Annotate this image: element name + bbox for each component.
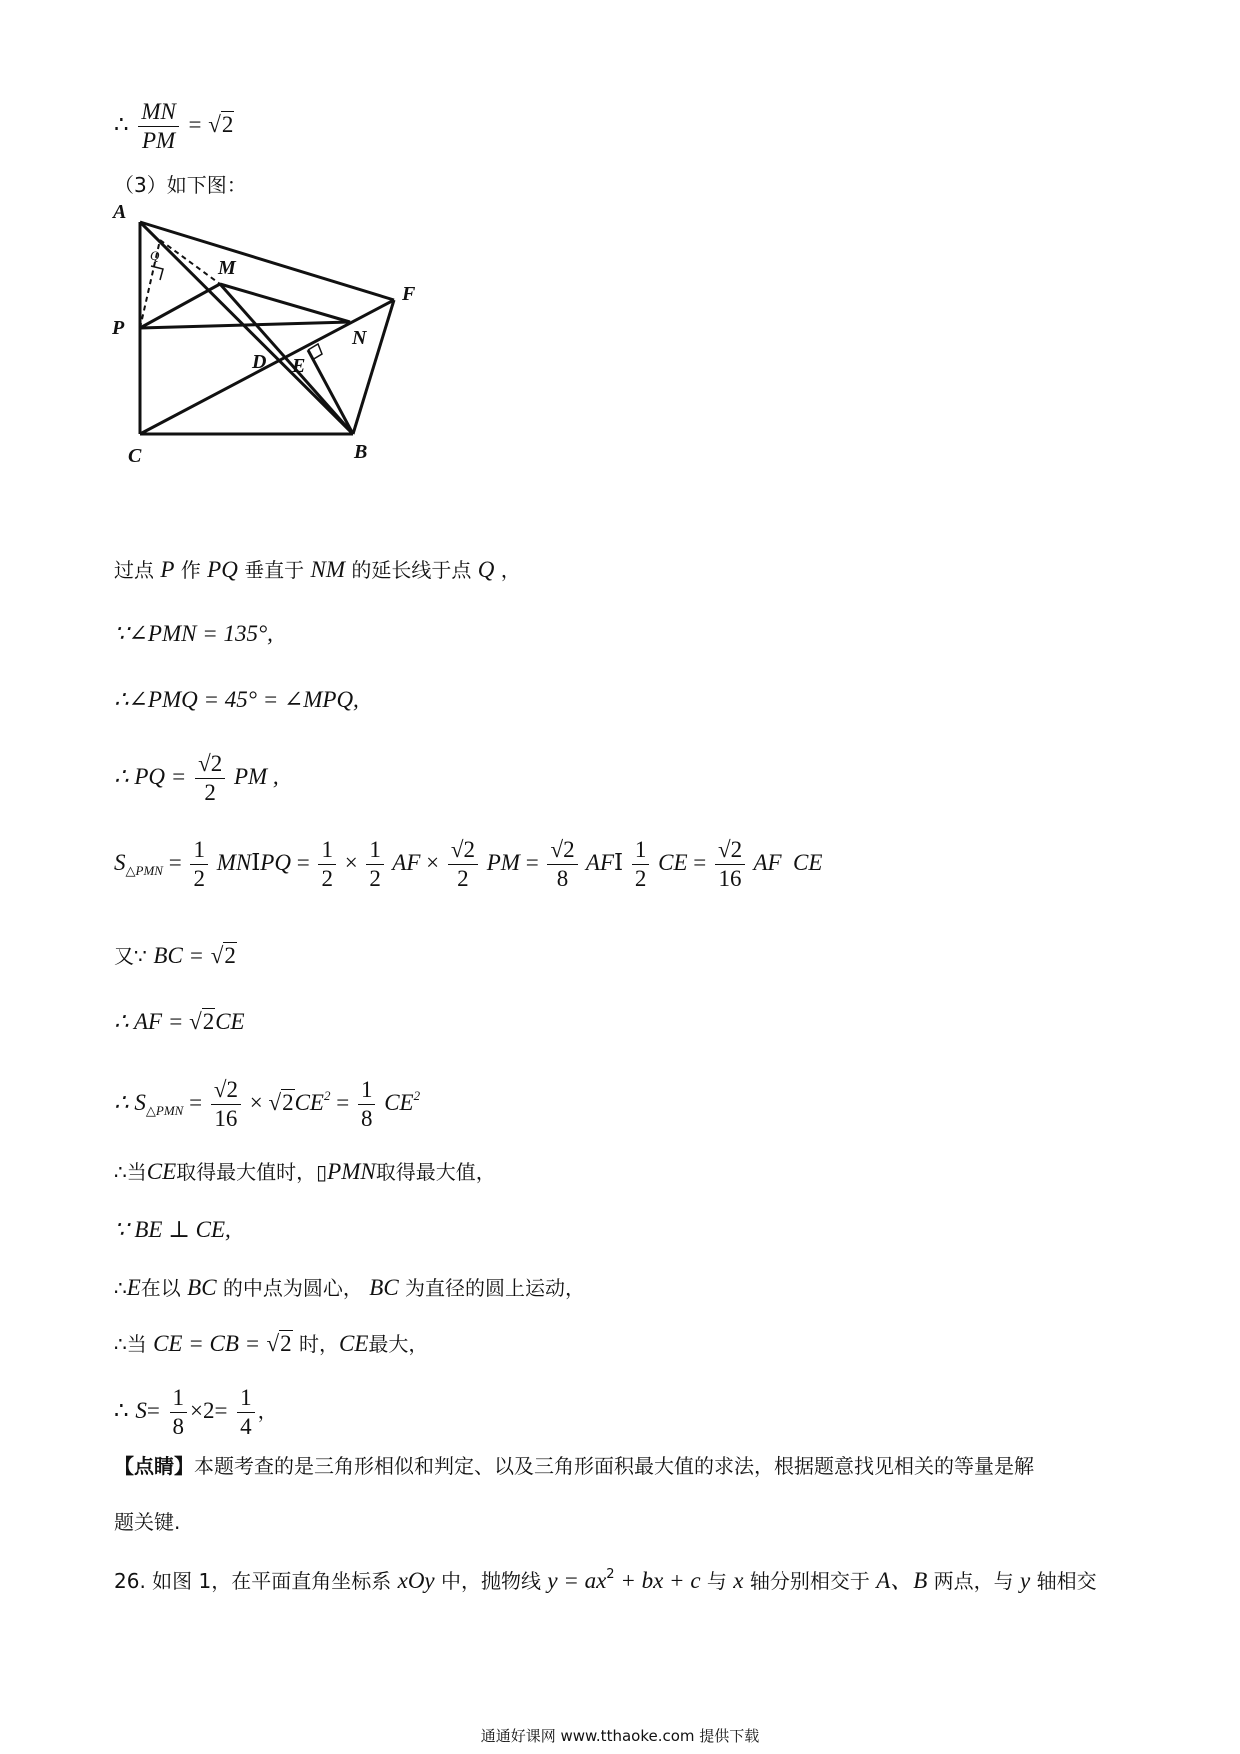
numerator: 1 bbox=[318, 838, 336, 865]
term: y = ax bbox=[547, 1568, 607, 1593]
segment-qm-dashed bbox=[160, 240, 220, 284]
denominator: 2 bbox=[369, 866, 381, 892]
comment-text: 本题考查的是三角形相似和判定、以及三角形面积最大值的求法，根据题意找见相关的等量是解 bbox=[194, 1454, 1034, 1478]
numerator: 1 bbox=[632, 838, 650, 865]
numerator: 1 bbox=[366, 838, 384, 865]
fraction-mn-pm bbox=[138, 100, 179, 153]
label-a: A bbox=[113, 201, 127, 223]
segment-mb bbox=[220, 284, 353, 434]
sqrt-2: √2 bbox=[210, 943, 236, 968]
text: 取得最大值， bbox=[375, 1160, 496, 1184]
sqrt-2: √2 bbox=[208, 112, 234, 138]
dot: Ⅰ bbox=[614, 849, 624, 875]
term: CE bbox=[146, 1159, 177, 1184]
var-nm: NM bbox=[310, 557, 346, 582]
term: CE bbox=[215, 1009, 245, 1034]
label-p: P bbox=[112, 317, 125, 339]
radicand: 2 bbox=[221, 112, 234, 138]
term: BC bbox=[369, 1275, 399, 1300]
segment-bf bbox=[353, 300, 394, 434]
term: CE = CB = bbox=[153, 1331, 261, 1356]
right-angle-marks bbox=[151, 266, 322, 360]
term: CE bbox=[339, 1331, 369, 1356]
term: CE bbox=[384, 1089, 414, 1115]
line-when-ce-max bbox=[114, 1160, 496, 1183]
term: CE bbox=[658, 849, 688, 875]
text: 为直径的圆上运动， bbox=[405, 1276, 586, 1300]
term: ×2= bbox=[190, 1398, 228, 1424]
subscript: △PMN bbox=[125, 862, 163, 878]
text: ∴ PQ = bbox=[114, 763, 187, 789]
var-s: S bbox=[135, 1398, 147, 1424]
radicand: 2 bbox=[224, 943, 236, 968]
text: 垂直于 bbox=[244, 558, 305, 582]
equals: = bbox=[168, 849, 188, 875]
label-e: E bbox=[292, 355, 306, 377]
therefore-symbol: ∴ bbox=[114, 1398, 129, 1424]
term: AF bbox=[585, 849, 615, 875]
fraction bbox=[170, 1386, 188, 1439]
line-construct-pq bbox=[114, 558, 521, 581]
superscript: 2 bbox=[606, 1567, 615, 1582]
label-d: D bbox=[252, 351, 267, 373]
equals: = bbox=[693, 849, 712, 875]
fraction bbox=[632, 838, 650, 891]
numerator: √2 bbox=[448, 838, 478, 865]
denominator: 2 bbox=[204, 780, 216, 806]
text: 轴相交 bbox=[1036, 1569, 1097, 1593]
fraction bbox=[358, 1078, 376, 1131]
denominator: 8 bbox=[556, 866, 569, 892]
text: 的中点为圆心， bbox=[222, 1276, 363, 1300]
denominator: 2 bbox=[457, 866, 469, 892]
times: × bbox=[249, 1089, 263, 1115]
denominator: 4 bbox=[240, 1414, 252, 1440]
denominator: 16 bbox=[214, 1106, 238, 1132]
symbol: ▯ bbox=[316, 1160, 328, 1184]
term: x bbox=[733, 1568, 744, 1593]
text: 在以 bbox=[140, 1276, 181, 1300]
denominator: 8 bbox=[360, 1106, 373, 1132]
fraction bbox=[190, 838, 208, 891]
radicand: 2 bbox=[226, 1077, 238, 1102]
geometry-figure bbox=[112, 201, 478, 522]
term: MN bbox=[216, 849, 252, 875]
term: y bbox=[1020, 1568, 1031, 1593]
term: CE bbox=[294, 1089, 324, 1115]
line-comment bbox=[114, 1456, 1034, 1476]
text: ， bbox=[257, 1399, 278, 1424]
line-comment-end: 题关键. bbox=[114, 1510, 181, 1534]
text: ∴ bbox=[114, 1276, 127, 1300]
text: 26. 如图 1，在平面直角坐标系 bbox=[114, 1569, 392, 1593]
text: 最大， bbox=[368, 1332, 429, 1356]
numerator: 1 bbox=[190, 838, 208, 865]
line-be-perp-ce: ∵ BE ⊥ CE, bbox=[114, 1217, 231, 1242]
term: E bbox=[126, 1275, 141, 1300]
fraction bbox=[366, 838, 384, 891]
term: PM bbox=[486, 849, 520, 875]
fraction bbox=[715, 838, 745, 891]
superscript: 2 bbox=[413, 1087, 421, 1103]
label-f: F bbox=[402, 283, 416, 305]
text: 两点，与 bbox=[933, 1569, 1014, 1593]
term: AF bbox=[392, 849, 421, 875]
numerator: 1 bbox=[358, 1078, 376, 1105]
line-angle-pmn: ∵∠PMN = 135°, bbox=[114, 621, 273, 646]
subscript: △PMN bbox=[145, 1102, 184, 1118]
segment-mn bbox=[220, 284, 350, 322]
var-q: Q bbox=[477, 557, 495, 582]
superscript: 2 bbox=[323, 1087, 331, 1103]
line-e-on-circle bbox=[114, 1276, 585, 1299]
denominator: 8 bbox=[172, 1414, 184, 1440]
line-area-pmn bbox=[114, 838, 822, 891]
radicand: 2 bbox=[282, 1089, 294, 1115]
radicand: 2 bbox=[210, 751, 223, 776]
numerator: √2 bbox=[547, 838, 577, 865]
times: × bbox=[344, 849, 364, 875]
term: ∴ S bbox=[114, 1089, 146, 1115]
text: 过点 bbox=[114, 558, 154, 582]
radicand: 2 bbox=[463, 837, 475, 862]
page-footer: 通通好课网 www.tthaoke.com 提供下载 bbox=[480, 1727, 760, 1745]
times: × bbox=[426, 849, 445, 875]
sqrt-2: √2 bbox=[189, 1009, 215, 1034]
term: AF CE bbox=[753, 849, 823, 875]
term: BC bbox=[187, 1275, 217, 1300]
equals: = bbox=[525, 849, 545, 875]
text: 与 bbox=[706, 1569, 727, 1593]
label-n: N bbox=[352, 327, 367, 349]
text: ， bbox=[500, 558, 521, 582]
text: ∴当 bbox=[114, 1160, 147, 1184]
fraction bbox=[211, 1078, 241, 1131]
radicand: 2 bbox=[563, 837, 575, 862]
equals: = bbox=[189, 1089, 208, 1115]
radicand: 2 bbox=[280, 1331, 292, 1356]
line-s-result bbox=[114, 1386, 278, 1439]
text: 轴分别相交于 bbox=[749, 1569, 870, 1593]
text: 取得最大值时， bbox=[176, 1160, 317, 1184]
term: + bx + c bbox=[614, 1568, 701, 1593]
text: 中，抛物线 bbox=[441, 1569, 541, 1593]
fraction-sqrt2-over-2 bbox=[195, 752, 225, 805]
denominator: PM bbox=[141, 128, 176, 154]
radicand: 2 bbox=[730, 837, 743, 862]
label-b: B bbox=[354, 441, 368, 463]
label-q: Q bbox=[150, 248, 160, 263]
term: xOy bbox=[397, 1568, 435, 1593]
numerator: 1 bbox=[170, 1386, 188, 1413]
dot: Ⅰ bbox=[251, 849, 261, 875]
fraction bbox=[318, 838, 336, 891]
var-pq: PQ bbox=[207, 557, 238, 582]
denominator: 2 bbox=[193, 866, 205, 892]
line-ce-cb bbox=[114, 1332, 428, 1355]
term: ∴ AF = bbox=[114, 1009, 184, 1034]
fraction bbox=[547, 838, 577, 891]
line-mn-over-pm bbox=[114, 100, 234, 153]
radicand: 2 bbox=[202, 1009, 215, 1034]
label-c: C bbox=[128, 445, 142, 467]
equals: = bbox=[146, 1398, 160, 1424]
line-angle-pmq: ∴∠PMQ = 45° = ∠MPQ, bbox=[114, 687, 359, 712]
text: ∴当 bbox=[114, 1332, 147, 1356]
therefore-symbol: ∴ bbox=[114, 112, 129, 138]
line-pq-eq bbox=[114, 752, 279, 805]
line-question-26 bbox=[114, 1568, 1097, 1592]
line-area-ce bbox=[114, 1078, 420, 1131]
numerator: √2 bbox=[715, 838, 745, 865]
line-af-eq bbox=[114, 1010, 245, 1033]
comment-tag: 【点睛】 bbox=[114, 1454, 194, 1478]
numerator: √2 bbox=[211, 1078, 241, 1105]
text: 时， bbox=[299, 1332, 340, 1356]
line-bc-eq bbox=[114, 944, 237, 967]
part-3-heading: （3）如下图： bbox=[114, 173, 247, 197]
sqrt-2: √2 bbox=[268, 1089, 294, 1115]
equals: = bbox=[188, 112, 202, 138]
text: 的延长线于点 bbox=[351, 558, 472, 582]
text: 又∵ bbox=[114, 944, 147, 968]
denominator: 2 bbox=[634, 866, 647, 892]
text: 作 bbox=[180, 558, 201, 582]
var-p: P bbox=[160, 557, 175, 582]
fraction bbox=[448, 838, 478, 891]
term: PMN bbox=[327, 1159, 376, 1184]
text: PM , bbox=[233, 763, 279, 789]
denominator: 2 bbox=[321, 866, 333, 892]
sqrt-2: √2 bbox=[266, 1331, 292, 1356]
equals: = bbox=[296, 849, 316, 875]
numerator: MN bbox=[138, 100, 179, 127]
numerator: √2 bbox=[195, 752, 225, 779]
denominator: 16 bbox=[718, 866, 742, 892]
segment-pm bbox=[140, 284, 220, 328]
label-m: M bbox=[218, 257, 236, 279]
numerator: 1 bbox=[237, 1386, 255, 1413]
equals: = bbox=[336, 1089, 355, 1115]
term: PQ bbox=[260, 849, 291, 875]
var-s: S bbox=[114, 849, 126, 875]
term: BC = bbox=[153, 943, 205, 968]
fraction bbox=[237, 1386, 255, 1439]
segment-cf bbox=[140, 300, 394, 434]
term: A、B bbox=[876, 1568, 928, 1593]
